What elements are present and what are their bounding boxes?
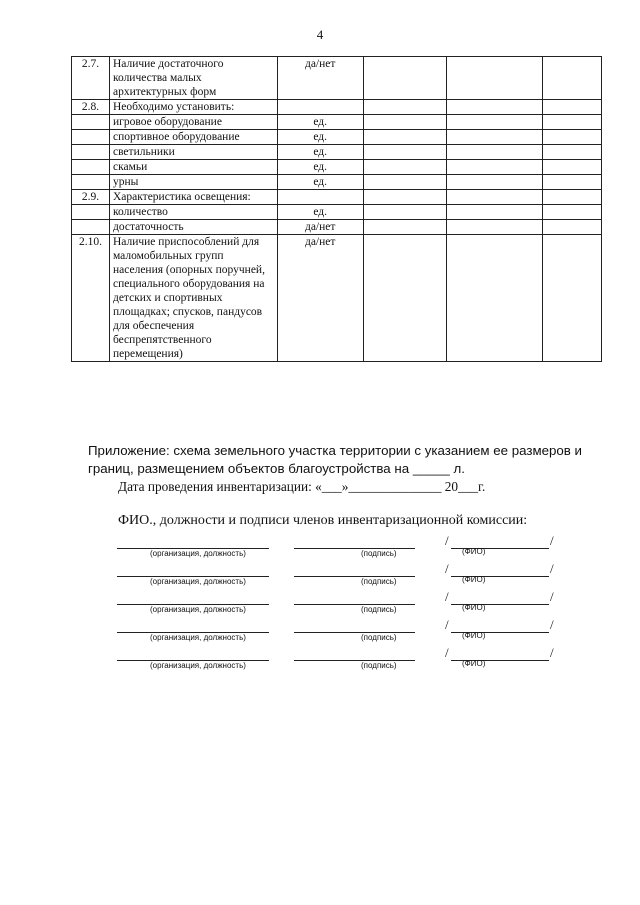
blank-cell (363, 190, 447, 205)
table-row (72, 130, 602, 145)
item-label: количество (109, 205, 277, 220)
item-number (72, 205, 110, 220)
table-row (72, 115, 602, 130)
blank-cell (543, 100, 602, 115)
table-row (72, 190, 602, 205)
blank-cell (363, 100, 447, 115)
blank-cell (543, 145, 602, 160)
org-caption: (организация, должность) (150, 661, 246, 670)
item-label: Необходимо установить: (109, 100, 277, 115)
blank-cell (543, 235, 602, 362)
table-row (72, 205, 602, 220)
blank-cell (363, 235, 447, 362)
fio-caption: (ФИО) (462, 603, 486, 612)
item-number (72, 160, 110, 175)
fio-slash-right: / (550, 533, 554, 548)
sign-caption: (подпись) (361, 577, 397, 586)
item-number (72, 145, 110, 160)
item-unit: ед. (277, 160, 363, 175)
blank-cell (363, 145, 447, 160)
item-unit (277, 100, 363, 115)
table-row (72, 145, 602, 160)
item-unit: ед. (277, 130, 363, 145)
fio-caption: (ФИО) (462, 631, 486, 640)
blank-cell (363, 130, 447, 145)
fio-slash-right: / (550, 617, 554, 632)
item-unit: ед. (277, 115, 363, 130)
signature-row (0, 617, 640, 650)
blank-cell (363, 220, 447, 235)
blank-cell (447, 235, 543, 362)
blank-cell (447, 220, 543, 235)
sign-caption: (подпись) (361, 633, 397, 642)
blank-cell (447, 190, 543, 205)
fio-slash-left: / (445, 589, 449, 604)
org-caption: (организация, должность) (150, 605, 246, 614)
signature-row (0, 589, 640, 622)
blank-cell (543, 115, 602, 130)
item-number: 2.8. (72, 100, 110, 115)
blank-cell (543, 175, 602, 190)
item-unit: да/нет (277, 220, 363, 235)
blank-cell (363, 160, 447, 175)
item-label: Наличие достаточного количества малых архитектурных форм (109, 57, 277, 100)
blank-cell (543, 130, 602, 145)
sign-caption: (подпись) (361, 549, 397, 558)
page-number: 4 (316, 27, 324, 42)
table-row (72, 220, 602, 235)
blank-cell (543, 220, 602, 235)
org-caption: (организация, должность) (150, 549, 246, 558)
item-number (72, 130, 110, 145)
item-number (72, 220, 110, 235)
blank-cell (363, 175, 447, 190)
blank-cell (543, 160, 602, 175)
item-unit: ед. (277, 205, 363, 220)
table-row (72, 57, 602, 100)
appendix-note: Приложение: схема земельного участка территории с указанием ее размеров и границ, размещением объектов благоустройства на _____ л. (88, 443, 582, 476)
fio-caption: (ФИО) (462, 659, 486, 668)
item-unit (277, 190, 363, 205)
blank-cell (447, 160, 543, 175)
blank-cell (543, 57, 602, 100)
table-row (72, 160, 602, 175)
blank-cell (447, 100, 543, 115)
fio-slash-right: / (550, 645, 554, 660)
blank-cell (447, 115, 543, 130)
fio-caption: (ФИО) (462, 547, 486, 556)
item-label: урны (109, 175, 277, 190)
blank-cell (447, 130, 543, 145)
item-label: спортивное оборудование (109, 130, 277, 145)
item-label: скамьи (109, 160, 277, 175)
sign-caption: (подпись) (361, 661, 397, 670)
commission-title: ФИО., должности и подписи членов инвентаризационной комиссии: (118, 513, 528, 528)
inventory-table (71, 56, 602, 362)
item-number (72, 175, 110, 190)
signature-row (0, 533, 640, 566)
blank-cell (363, 205, 447, 220)
item-label: Характеристика освещения: (109, 190, 277, 205)
blank-cell (543, 190, 602, 205)
item-unit: ед. (277, 145, 363, 160)
item-unit: ед. (277, 175, 363, 190)
fio-slash-left: / (445, 645, 449, 660)
table-row (72, 175, 602, 190)
table-row (72, 235, 602, 362)
blank-cell (447, 205, 543, 220)
sign-caption: (подпись) (361, 605, 397, 614)
table-row (72, 100, 602, 115)
item-number: 2.9. (72, 190, 110, 205)
blank-cell (543, 205, 602, 220)
blank-cell (447, 57, 543, 100)
blank-cell (363, 57, 447, 100)
blank-cell (363, 115, 447, 130)
signature-row (0, 645, 640, 678)
org-caption: (организация, должность) (150, 577, 246, 586)
org-caption: (организация, должность) (150, 633, 246, 642)
fio-slash-right: / (550, 589, 554, 604)
blank-cell (447, 175, 543, 190)
fio-slash-left: / (445, 533, 449, 548)
item-unit: да/нет (277, 57, 363, 100)
item-label: игровое оборудование (109, 115, 277, 130)
item-label: светильники (109, 145, 277, 160)
inventory-date-line: Дата проведения инвентаризации: «___»______________ 20___г. (118, 479, 486, 494)
item-label: Наличие приспособлений для маломобильных групп населения (опорных поручней, специального оборудования на детских и спортивных площадках; спусков, пандусов для обеспечения беспрепятственного перемещения) (109, 235, 277, 362)
item-number: 2.7. (72, 57, 110, 100)
item-label: достаточность (109, 220, 277, 235)
signature-row (0, 561, 640, 594)
fio-slash-left: / (445, 561, 449, 576)
item-unit: да/нет (277, 235, 363, 362)
item-number: 2.10. (72, 235, 110, 362)
fio-slash-right: / (550, 561, 554, 576)
item-number (72, 115, 110, 130)
blank-cell (447, 145, 543, 160)
fio-caption: (ФИО) (462, 575, 486, 584)
fio-slash-left: / (445, 617, 449, 632)
